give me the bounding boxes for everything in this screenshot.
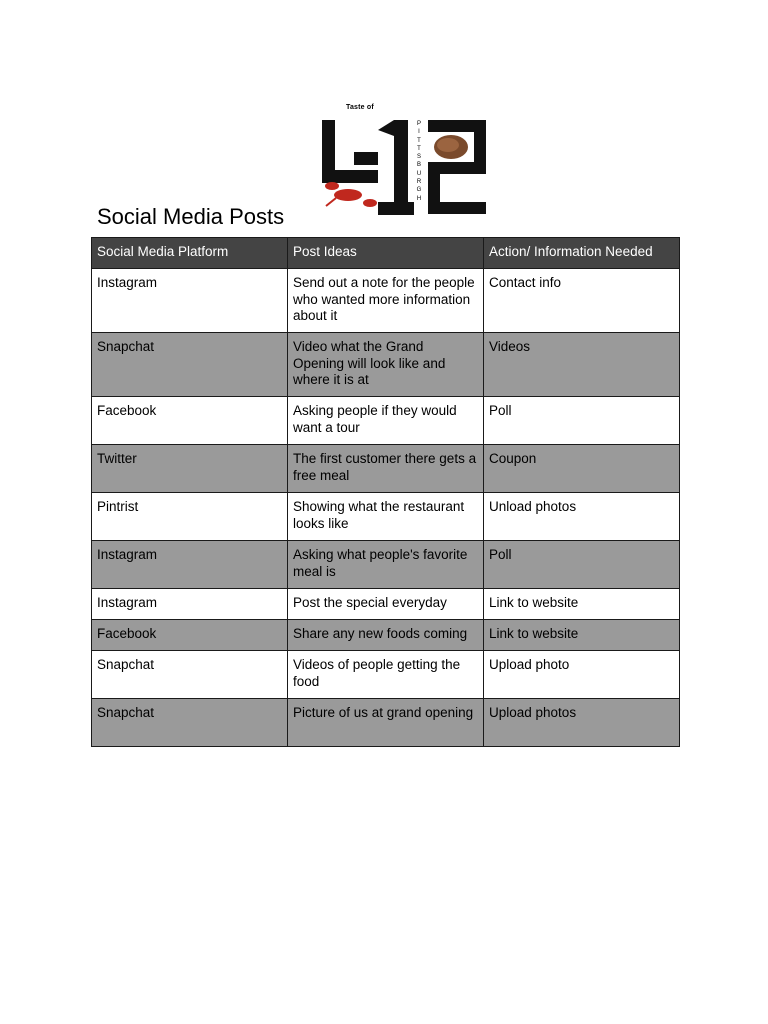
platform-cell: Facebook <box>92 397 288 445</box>
steak-icon <box>434 135 468 159</box>
action-cell: Link to website <box>484 589 680 620</box>
table-row <box>92 333 680 397</box>
platform-cell: Instagram <box>92 269 288 333</box>
social-media-posts-table <box>91 237 680 747</box>
post-idea-cell: Post the special everyday <box>288 589 484 620</box>
table-row <box>92 651 680 699</box>
lobster-icon <box>325 182 377 207</box>
table-row <box>92 397 680 445</box>
action-cell: Coupon <box>484 445 680 493</box>
table-row <box>92 541 680 589</box>
logo-tagline: Taste of <box>346 104 374 111</box>
platform-cell: Twitter <box>92 445 288 493</box>
logo-graphic <box>318 100 492 218</box>
page-title: Social Media Posts <box>97 204 285 229</box>
platform-cell: Snapchat <box>92 333 288 397</box>
platform-cell: Instagram <box>92 541 288 589</box>
table-header-row <box>92 238 680 269</box>
taste-of-412-logo <box>318 100 492 218</box>
post-idea-cell: Showing what the restaurant looks like <box>288 493 484 541</box>
post-idea-cell: Video what the Grand Opening will look like and where it is at <box>288 333 484 397</box>
platform-cell: Snapchat <box>92 699 288 747</box>
action-cell: Upload photo <box>484 651 680 699</box>
table-row <box>92 620 680 651</box>
column-header-post-ideas: Post Ideas <box>288 238 484 269</box>
post-idea-cell: Asking people if they would want a tour <box>288 397 484 445</box>
table-row <box>92 269 680 333</box>
platform-cell: Instagram <box>92 589 288 620</box>
column-header-action: Action/ Information Needed <box>484 238 680 269</box>
action-cell: Videos <box>484 333 680 397</box>
action-cell: Unload photos <box>484 493 680 541</box>
action-cell: Contact info <box>484 269 680 333</box>
post-idea-cell: Send out a note for the people who wanted more information about it <box>288 269 484 333</box>
table-row <box>92 699 680 747</box>
logo-side-letters: P I T T S B U R G H <box>416 121 422 202</box>
table-row <box>92 445 680 493</box>
post-idea-cell: Asking what people's favorite meal is <box>288 541 484 589</box>
platform-cell: Facebook <box>92 620 288 651</box>
column-header-platform: Social Media Platform <box>92 238 288 269</box>
post-idea-cell: Share any new foods coming <box>288 620 484 651</box>
platform-cell: Snapchat <box>92 651 288 699</box>
action-cell: Link to website <box>484 620 680 651</box>
platform-cell: Pintrist <box>92 493 288 541</box>
post-idea-cell: The first customer there gets a free meal <box>288 445 484 493</box>
table-row <box>92 493 680 541</box>
action-cell: Poll <box>484 397 680 445</box>
action-cell: Upload photos <box>484 699 680 747</box>
post-idea-cell: Videos of people getting the food <box>288 651 484 699</box>
action-cell: Poll <box>484 541 680 589</box>
post-idea-cell: Picture of us at grand opening <box>288 699 484 747</box>
table-row <box>92 589 680 620</box>
